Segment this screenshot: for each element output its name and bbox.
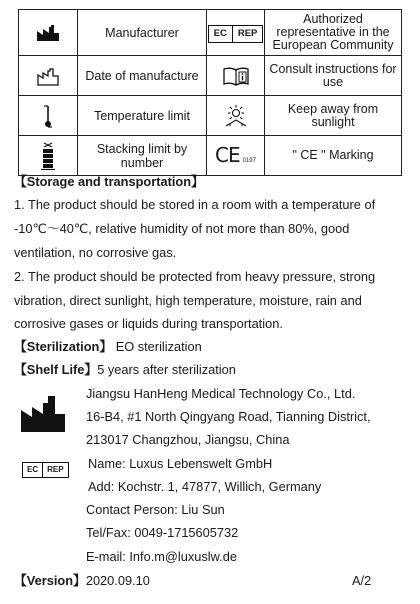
consult-icon-cell [207, 56, 265, 96]
thermometer-icon-cell [19, 96, 78, 136]
shelf-life-heading: 【Shelf Life】 [14, 362, 98, 377]
storage-text: ventilation, no corrosive gas. [14, 245, 177, 260]
sterilization-value: EO sterilization [115, 339, 202, 354]
storage-text: corrosive gases or liquids during transportation. [14, 316, 283, 331]
storage-text: -10℃～40℃, relative humidity of not more than 80%, good [14, 221, 350, 236]
sunlight-icon-cell [207, 96, 265, 136]
authorized-rep-label: Authorized representative in the European Community [265, 10, 402, 56]
storage-text: 1. The product should be stored in a room with a temperature of [14, 197, 376, 212]
sterilization-heading: 【Sterilization】 [14, 339, 113, 354]
ec-rep-icon: EC REP [22, 462, 69, 478]
storage-text: 2. The product should be protected from heavy pressure, strong [14, 269, 376, 284]
date-of-manufacture-icon [36, 66, 60, 86]
sterilization-line [14, 339, 202, 355]
sunlight-icon [223, 104, 249, 128]
date-icon-cell [19, 56, 78, 96]
symbols-row [19, 136, 402, 176]
storage-text: vibration, direct sunlight, high temperature, moisture, rain and [14, 293, 362, 308]
version-line [14, 573, 150, 589]
stacking-limit-icon [41, 141, 55, 171]
stacking-icon-cell [19, 136, 78, 176]
shelf-life-line [14, 362, 236, 378]
rep-name: Name: Luxus Lebenswelt GmbH [88, 456, 273, 471]
ec-rep-icon: EC REP [208, 25, 264, 43]
rep-phone: Tel/Fax: 0049-1715605732 [86, 525, 239, 540]
manufacturer-address: 16-B4, #1 North Qingyang Road, Tianning District, [86, 409, 371, 424]
date-of-manufacture-label: Date of manufacture [78, 56, 207, 96]
manufacturer-label: Manufacturer [78, 10, 207, 56]
manufacturer-name: Jiangsu HanHeng Medical Technology Co., Ltd. [86, 386, 356, 401]
thermometer-icon [40, 102, 56, 130]
consult-instructions-label: Consult instructions for use [265, 56, 402, 96]
symbols-row [19, 56, 402, 96]
temperature-limit-label: Temperature limit [78, 96, 207, 136]
ce-marking-label: " CE " Marking [265, 136, 402, 176]
manufacturer-icon [20, 395, 66, 433]
storage-heading: 【Storage and transportation】 [14, 174, 204, 189]
symbols-row [19, 96, 402, 136]
manufacturer-icon [36, 24, 60, 42]
rep-contact: Contact Person: Liu Sun [86, 502, 225, 517]
consult-instructions-icon [222, 66, 250, 86]
manufacturer-address: 213017 Changzhou, Jiangsu, China [86, 432, 290, 447]
ce-icon-cell [207, 136, 265, 176]
version-value: 2020.09.10 [85, 573, 150, 588]
symbols-table [18, 9, 402, 176]
page-number: A/2 [352, 573, 372, 588]
rep-email: E-mail: Info.m@luxuslw.de [86, 549, 237, 564]
symbols-row [19, 10, 402, 56]
keep-away-sunlight-label: Keep away from sunlight [265, 96, 402, 136]
rep-address: Add: Kochstr. 1, 47877, Willich, Germany [88, 479, 322, 494]
ce-mark-icon: CE 0197 [215, 142, 256, 167]
shelf-life-value: 5 years after sterilization [97, 362, 236, 377]
ec-rep-icon-cell [207, 10, 265, 56]
version-heading: 【Version】 [14, 573, 86, 588]
stacking-limit-label: Stacking limit by number [78, 136, 207, 176]
manufacturer-icon-cell [19, 10, 78, 56]
